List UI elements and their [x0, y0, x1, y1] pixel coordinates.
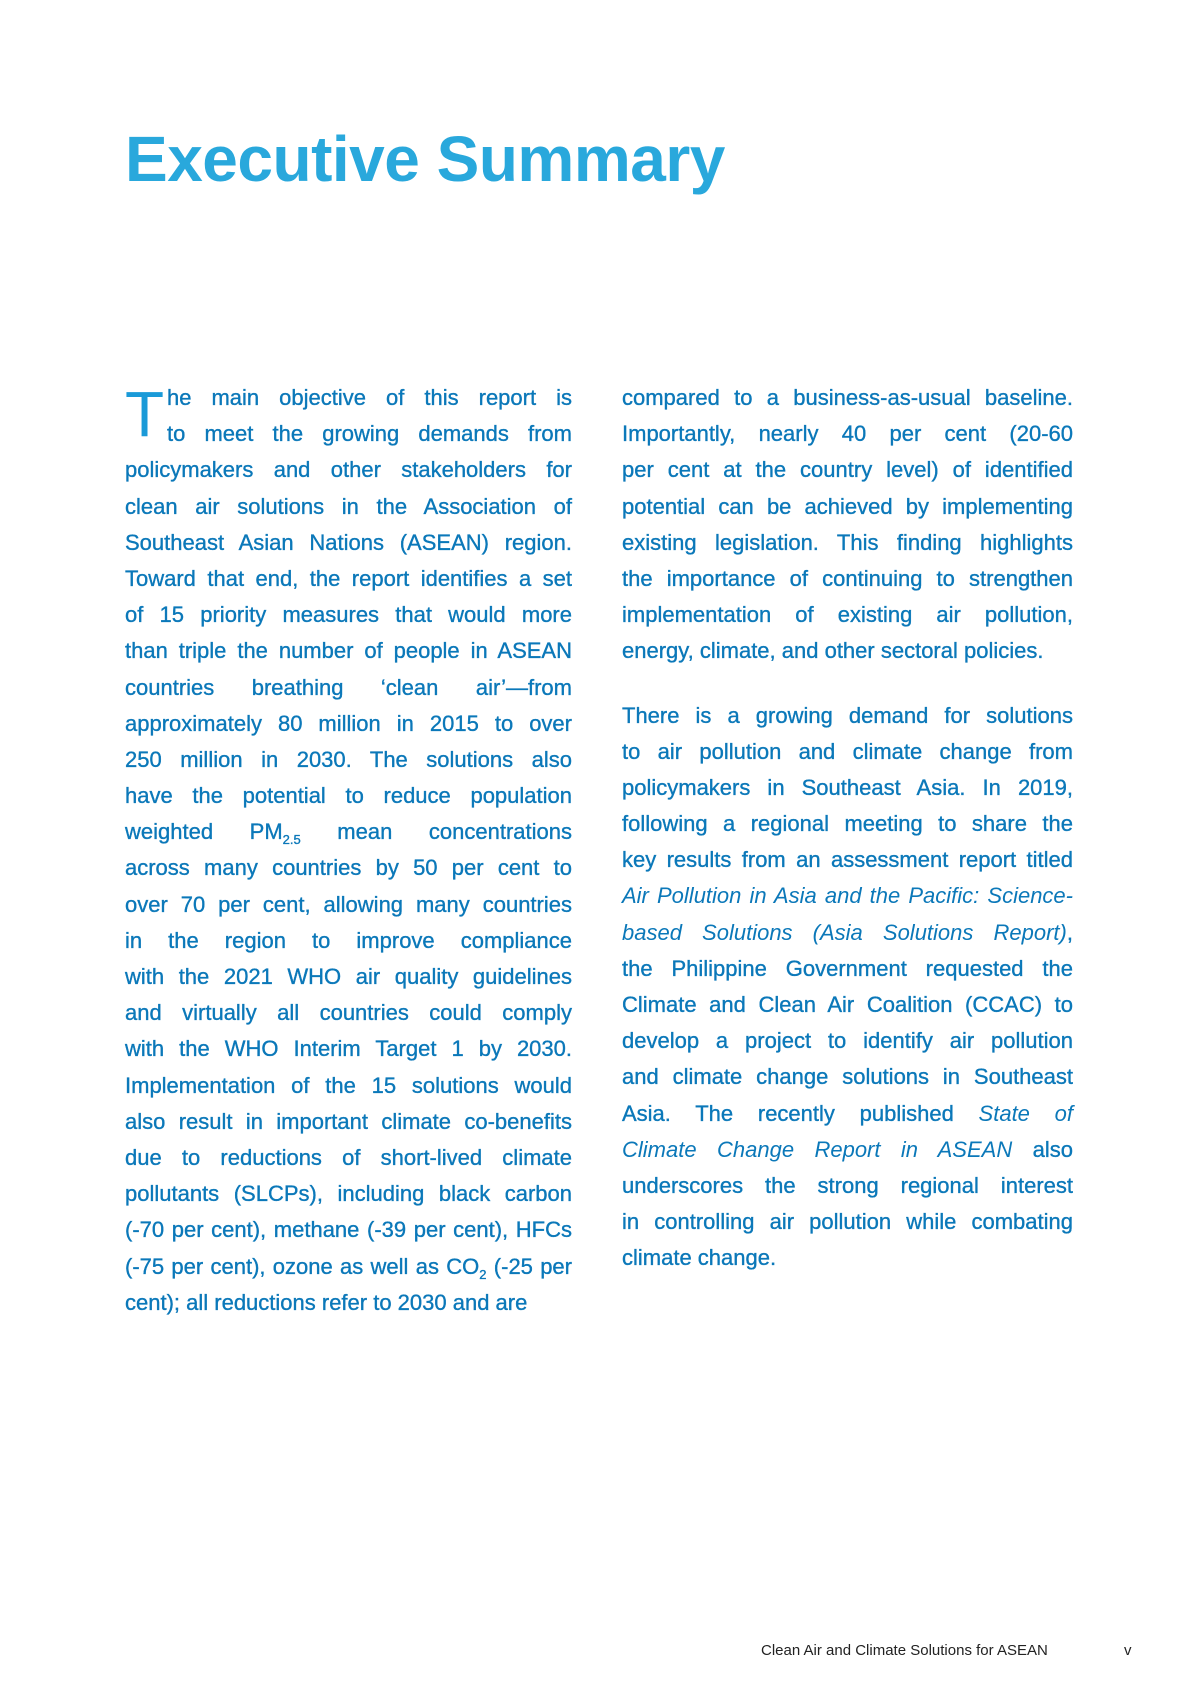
- text-line: [622, 489, 1073, 525]
- text-segment: pollutants (SLCPs), including black carbon: [125, 1181, 572, 1207]
- text-line: [125, 887, 572, 923]
- text-line: [622, 452, 1073, 488]
- text-segment: key results from an assessment report titled: [622, 847, 1073, 873]
- text-line: [125, 1176, 572, 1212]
- text-line: [125, 778, 572, 814]
- text-segment: and climate change solutions in Southeast: [622, 1064, 1073, 1090]
- right-column: [622, 380, 1073, 1305]
- text-line: [125, 814, 572, 850]
- text-line: [125, 597, 572, 633]
- text-segment: to meet the growing demands from: [167, 421, 572, 447]
- page-number: v: [1124, 1642, 1132, 1659]
- text-segment: and virtually all countries could comply: [125, 1000, 572, 1026]
- text-segment: with the WHO Interim Target 1 by 2030.: [125, 1036, 572, 1062]
- text-line: [125, 452, 572, 488]
- text-segment: in controlling air pollution while combating: [622, 1209, 1073, 1235]
- text-segment: Toward that end, the report identifies a set: [125, 565, 572, 591]
- text-line: [125, 923, 572, 959]
- text-segment: existing legislation. This finding highlights: [622, 529, 1073, 555]
- text-line: [622, 1023, 1073, 1059]
- text-line: [622, 1168, 1073, 1204]
- text-segment: than triple the number of people in ASEAN: [125, 638, 572, 664]
- text-line: [622, 525, 1073, 561]
- text-line: [622, 597, 1073, 633]
- text-segment: There is a growing demand for solutions: [622, 702, 1073, 728]
- text-segment: countries breathing ‘clean air’—from: [125, 674, 572, 700]
- text-line: [622, 416, 1073, 452]
- text-line: [622, 1132, 1073, 1168]
- text-segment: weighted PM: [125, 819, 283, 845]
- footer-title: Clean Air and Climate Solutions for ASEAN: [761, 1642, 1048, 1659]
- text-segment: per cent at the country level) of identified: [622, 457, 1073, 483]
- paragraph: [622, 698, 1073, 1277]
- subscript: 2: [479, 1266, 487, 1282]
- text-line: [622, 734, 1073, 770]
- text-segment: across many countries by 50 per cent to: [125, 855, 572, 881]
- text-segment: Southeast Asian Nations (ASEAN) region.: [125, 529, 572, 555]
- text-line: [125, 561, 572, 597]
- text-segment: with the 2021 WHO air quality guidelines: [125, 964, 572, 989]
- text-line: [622, 878, 1073, 914]
- text-line: [622, 380, 1073, 416]
- text-line: [125, 525, 572, 561]
- text-segment: policymakers in Southeast Asia. In 2019,: [622, 774, 1073, 800]
- paragraph: [125, 380, 572, 1321]
- text-segment: Climate and Clean Air Coalition (CCAC) to: [622, 992, 1073, 1017]
- text-line: [622, 951, 1073, 987]
- text-line: [622, 987, 1073, 1023]
- text-line: [622, 1204, 1073, 1240]
- text-segment: Implementation of the 15 solutions would: [125, 1072, 572, 1098]
- text-line: [125, 706, 572, 742]
- page-title: Executive Summary: [125, 123, 725, 195]
- text-line: [125, 1249, 572, 1285]
- text-segment: ,: [1066, 919, 1073, 945]
- text-segment: Importantly, nearly 40 per cent (20-60: [622, 421, 1073, 447]
- text-line: [125, 380, 572, 416]
- text-segment: potential can be achieved by implementing: [622, 493, 1073, 519]
- text-segment: approximately 80 million in 2015 to over: [125, 710, 572, 736]
- text-line: [622, 1059, 1073, 1095]
- italic-title: Climate Change Report in ASEAN: [622, 1136, 1013, 1162]
- text-line: [125, 1140, 572, 1176]
- text-segment: policymakers and other stakeholders for: [125, 457, 572, 483]
- text-line: [125, 670, 572, 706]
- text-line: [125, 742, 572, 778]
- text-line: [125, 850, 572, 886]
- text-segment: energy, climate, and other sectoral policies.: [622, 638, 1044, 664]
- text-line: [622, 770, 1073, 806]
- text-segment: also: [1012, 1136, 1073, 1162]
- text-segment: 250 million in 2030. The solutions also: [125, 746, 572, 772]
- text-segment: the Philippine Government requested the: [622, 955, 1073, 981]
- text-line: [622, 806, 1073, 842]
- text-line: [622, 915, 1073, 951]
- text-segment: (-25 per: [486, 1253, 572, 1279]
- text-line: [622, 561, 1073, 597]
- text-line: [622, 698, 1073, 734]
- text-line: [125, 416, 572, 452]
- text-line: [125, 995, 572, 1031]
- text-line: [125, 489, 572, 525]
- text-segment: compared to a business-as-usual baseline.: [622, 385, 1073, 410]
- text-segment: due to reductions of short-lived climate: [125, 1144, 572, 1170]
- text-segment: also result in important climate co-benefits: [125, 1108, 572, 1134]
- text-line: [622, 1240, 1073, 1276]
- text-segment: in the region to improve compliance: [125, 927, 572, 953]
- text-line: [622, 1096, 1073, 1132]
- italic-title: State of: [978, 1100, 1073, 1126]
- text-segment: to air pollution and climate change from: [622, 738, 1073, 764]
- text-segment: (-75 per cent), ozone as well as CO: [125, 1253, 480, 1279]
- text-line: [125, 1212, 572, 1248]
- text-segment: of 15 priority measures that would more: [125, 602, 572, 628]
- text-line: [125, 633, 572, 669]
- text-segment: develop a project to identify air pollution: [622, 1028, 1073, 1054]
- text-segment: underscores the strong regional interest: [622, 1172, 1073, 1198]
- text-line: [622, 842, 1073, 878]
- italic-title: Air Pollution in Asia and the Pacific: Science-: [622, 883, 1073, 909]
- text-line: [125, 1285, 572, 1321]
- text-line: [125, 1104, 572, 1140]
- text-line: [125, 959, 572, 995]
- text-segment: Asia. The recently published: [622, 1100, 979, 1126]
- text-line: [125, 1068, 572, 1104]
- subscript: 2.5: [282, 832, 301, 848]
- text-line: [125, 1031, 572, 1067]
- drop-cap: T: [125, 378, 165, 450]
- text-segment: following a regional meeting to share the: [622, 811, 1073, 837]
- text-segment: he main objective of this report is: [167, 385, 572, 410]
- text-segment: (-70 per cent), methane (-39 per cent), HFCs: [125, 1217, 572, 1243]
- paragraph: [622, 380, 1073, 670]
- text-segment: implementation of existing air pollution,: [622, 602, 1073, 628]
- text-segment: the importance of continuing to strengthen: [622, 565, 1073, 591]
- italic-title: based Solutions (Asia Solutions Report): [622, 919, 1067, 945]
- left-column: [125, 380, 572, 1349]
- text-segment: cent); all reductions refer to 2030 and are: [125, 1289, 528, 1315]
- text-segment: clean air solutions in the Association of: [125, 493, 572, 519]
- text-line: [622, 633, 1073, 669]
- text-segment: mean concentrations: [300, 819, 572, 845]
- text-segment: climate change.: [622, 1245, 777, 1271]
- text-segment: over 70 per cent, allowing many countries: [125, 891, 572, 917]
- text-segment: have the potential to reduce population: [125, 783, 572, 809]
